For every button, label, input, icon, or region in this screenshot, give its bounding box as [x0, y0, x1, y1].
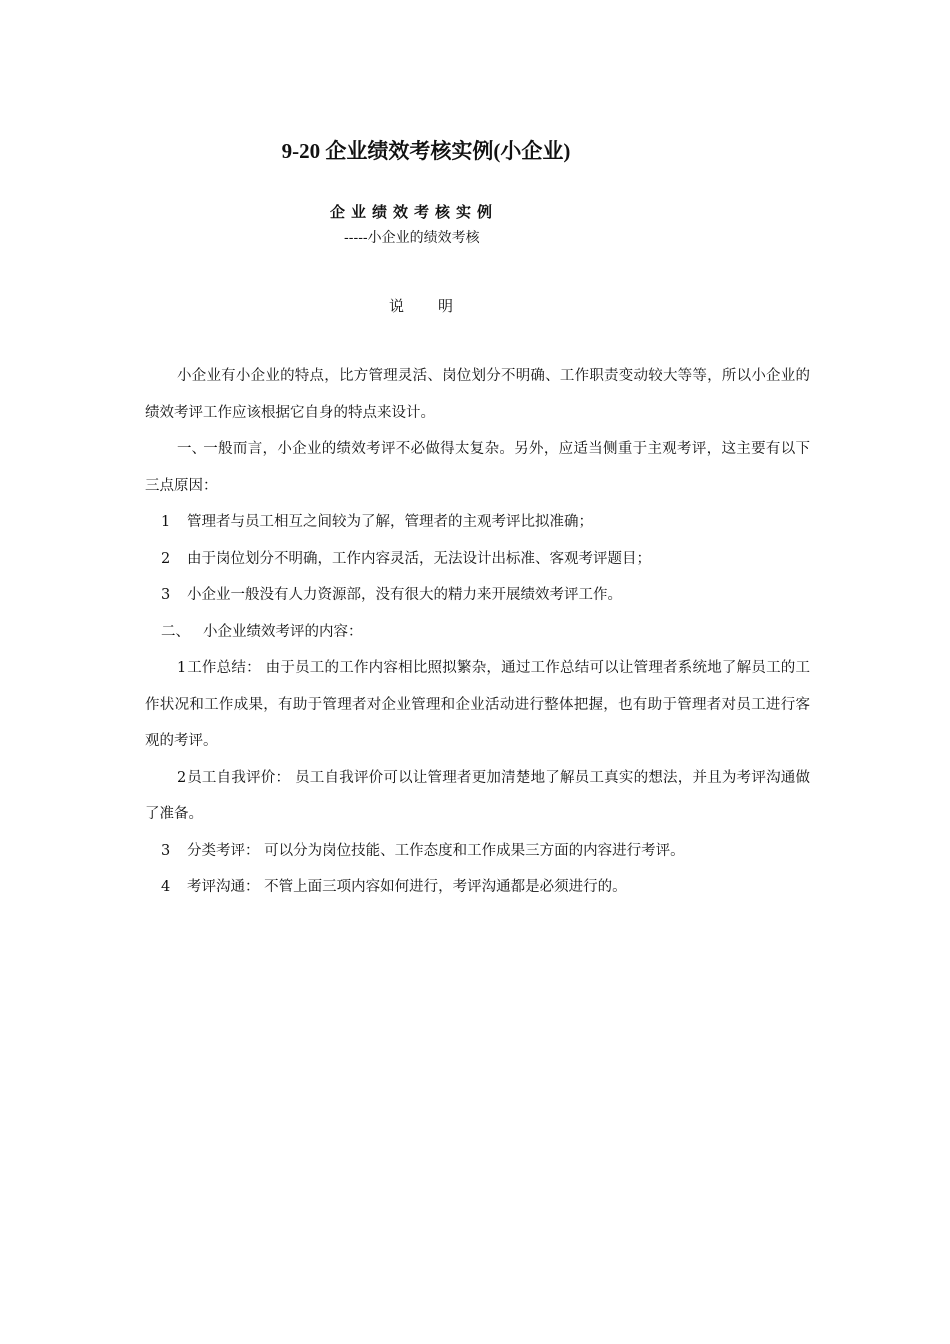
reason-item — [145, 504, 810, 541]
part-two-number: 二、 — [161, 623, 190, 640]
content-text: 员工自我评价可以让管理者更加清楚地了解员工真实的想法，并且为考评沟通做了准备。 — [145, 769, 811, 822]
content-label: 工作总结： — [187, 660, 261, 676]
section-heading: 说明 — [389, 297, 488, 315]
part-two-paragraph — [145, 614, 810, 651]
content-label: 分类考评： — [187, 842, 260, 859]
content-number: 3 — [161, 842, 171, 859]
content-number: 1 — [177, 660, 187, 676]
document-subtitle: 企业绩效考核实例 — [330, 203, 499, 221]
content-label: 考评沟通： — [187, 879, 260, 895]
part-one-paragraph — [145, 431, 810, 504]
content-text: 不管上面三项内容如何进行，考评沟通都是必须进行的。 — [264, 879, 627, 895]
reason-item — [145, 577, 810, 614]
content-item — [145, 869, 810, 906]
content-number: 4 — [161, 879, 171, 895]
document-body — [145, 358, 810, 906]
reason-number: 3 — [161, 587, 171, 603]
reason-number: 1 — [161, 514, 171, 530]
reason-item — [145, 541, 810, 578]
content-item — [145, 650, 810, 760]
reason-text: 由于岗位划分不明确，工作内容灵活，无法设计出标准、客观考评题目； — [187, 550, 651, 567]
content-item — [145, 760, 810, 833]
content-text: 由于员工的工作内容相比照拟繁杂，通过工作总结可以让管理者系统地了解员工的工作状况和工作成果，有助于管理者对企业管理和企业活动进行整体把握，也有助于管理者对员工进行客观的考评。 — [145, 660, 810, 749]
document-subtitle-note: -----小企业的绩效考核 — [344, 230, 480, 246]
content-text: 可以分为岗位技能、工作态度和工作成果三方面的内容进行考评。 — [264, 842, 685, 859]
part-one-text: 一般而言，小企业的绩效考评不必做得太复杂。另外，应适当侧重于主观考评，这主要有以下三点原因： — [145, 441, 810, 494]
document-title: 9-20 企业绩效考核实例(小企业) — [281, 139, 571, 163]
part-one-number: 一、 — [177, 441, 206, 457]
reason-number: 2 — [161, 550, 171, 567]
content-item — [145, 833, 810, 870]
intro-paragraph: 小企业有小企业的特点，比方管理灵活、岗位划分不明确、工作职责变动较大等等，所以小企业的绩效考评工作应该根据它自身的特点来设计。 — [145, 368, 810, 421]
reason-text: 管理者与员工相互之间较为了解，管理者的主观考评比拟准确； — [187, 514, 593, 530]
content-number: 2 — [177, 769, 187, 786]
reason-text: 小企业一般没有人力资源部，没有很大的精力来开展绩效考评工作。 — [187, 587, 622, 603]
part-two-text: 小企业绩效考评的内容： — [203, 623, 363, 640]
content-label: 员工自我评价： — [187, 769, 291, 786]
